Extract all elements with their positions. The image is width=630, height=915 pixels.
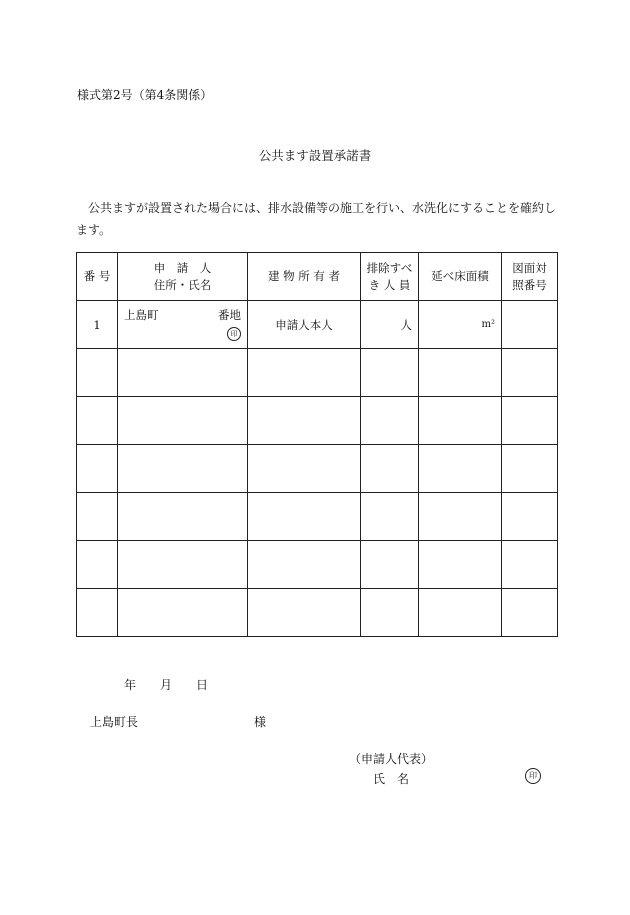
- body-paragraph: 公共ますが設置された場合には、排水設備等の施工を行い、水洗化にすることを確約します。: [76, 201, 557, 237]
- header-floor-area: 延べ床面積: [419, 253, 502, 301]
- empty-cell[interactable]: [118, 397, 248, 445]
- empty-cell[interactable]: [77, 349, 118, 397]
- empty-cell[interactable]: [118, 493, 248, 541]
- empty-cell[interactable]: [361, 397, 419, 445]
- empty-cell[interactable]: [248, 397, 361, 445]
- empty-cell[interactable]: [77, 445, 118, 493]
- header-map-line1: 図面対: [512, 260, 547, 275]
- empty-cell[interactable]: [248, 349, 361, 397]
- seal-icon: 印: [227, 327, 241, 341]
- empty-cell[interactable]: [502, 445, 558, 493]
- document-title: 公共ます設置承諾書: [258, 148, 372, 163]
- empty-cell[interactable]: [118, 349, 248, 397]
- seal-icon: 印: [525, 768, 541, 784]
- representative-label: （申請人代表）: [349, 752, 434, 766]
- applicant-cell[interactable]: [118, 301, 248, 349]
- addressee-suffix: 様: [254, 715, 267, 729]
- empty-cell[interactable]: [502, 589, 558, 637]
- empty-cell[interactable]: [361, 445, 419, 493]
- table-row: [77, 445, 558, 493]
- header-applicant: [118, 253, 248, 301]
- empty-cell[interactable]: [361, 589, 419, 637]
- empty-cell[interactable]: [502, 397, 558, 445]
- table-row: [77, 493, 558, 541]
- empty-cell[interactable]: [361, 541, 419, 589]
- empty-cell[interactable]: [419, 349, 502, 397]
- header-persons-line1: 排除すべ: [366, 260, 413, 275]
- empty-cell[interactable]: [77, 541, 118, 589]
- header-persons: [361, 253, 419, 301]
- form-number: 様式第2号（第4条関係）: [77, 88, 213, 102]
- empty-cell[interactable]: [77, 397, 118, 445]
- empty-cell[interactable]: [248, 541, 361, 589]
- table-row: [77, 349, 558, 397]
- empty-cell[interactable]: [502, 493, 558, 541]
- map-ref-cell[interactable]: [502, 301, 558, 349]
- floor-area-cell[interactable]: m²: [419, 301, 502, 349]
- header-applicant-line1: 申 請 人: [153, 260, 212, 275]
- empty-cell[interactable]: [361, 349, 419, 397]
- empty-cell[interactable]: [361, 493, 419, 541]
- header-map-line2: 照番号: [512, 277, 547, 292]
- table-row: [77, 397, 558, 445]
- empty-cell[interactable]: [419, 589, 502, 637]
- table-header-row: [77, 253, 558, 301]
- date-line[interactable]: 年 月 日: [124, 678, 209, 692]
- empty-cell[interactable]: [77, 589, 118, 637]
- application-table: [76, 252, 558, 637]
- empty-cell[interactable]: [419, 445, 502, 493]
- applicant-lot: 番地: [218, 308, 241, 322]
- table-row: [77, 589, 558, 637]
- applicant-town: 上島町: [124, 308, 159, 322]
- addressee: 上島町長: [90, 715, 139, 729]
- table-row: [77, 541, 558, 589]
- owner-cell[interactable]: 申請人本人: [248, 301, 361, 349]
- empty-cell[interactable]: [248, 445, 361, 493]
- header-map-ref: [502, 253, 558, 301]
- empty-cell[interactable]: [118, 445, 248, 493]
- row-number: 1: [77, 301, 118, 349]
- empty-cell[interactable]: [502, 349, 558, 397]
- header-owner: 建 物 所 有 者: [248, 253, 361, 301]
- table-row: [77, 301, 558, 349]
- empty-cell[interactable]: [248, 493, 361, 541]
- empty-cell[interactable]: [419, 493, 502, 541]
- header-applicant-line2: 住所・氏名: [153, 277, 212, 292]
- empty-cell[interactable]: [419, 541, 502, 589]
- empty-cell[interactable]: [118, 589, 248, 637]
- header-persons-line2: き 人 員: [368, 277, 411, 292]
- empty-cell[interactable]: [77, 493, 118, 541]
- persons-cell[interactable]: 人: [361, 301, 419, 349]
- name-label: 氏 名: [373, 772, 410, 786]
- empty-cell[interactable]: [248, 589, 361, 637]
- empty-cell[interactable]: [419, 397, 502, 445]
- empty-cell[interactable]: [118, 541, 248, 589]
- header-number: 番 号: [77, 253, 118, 301]
- empty-cell[interactable]: [502, 541, 558, 589]
